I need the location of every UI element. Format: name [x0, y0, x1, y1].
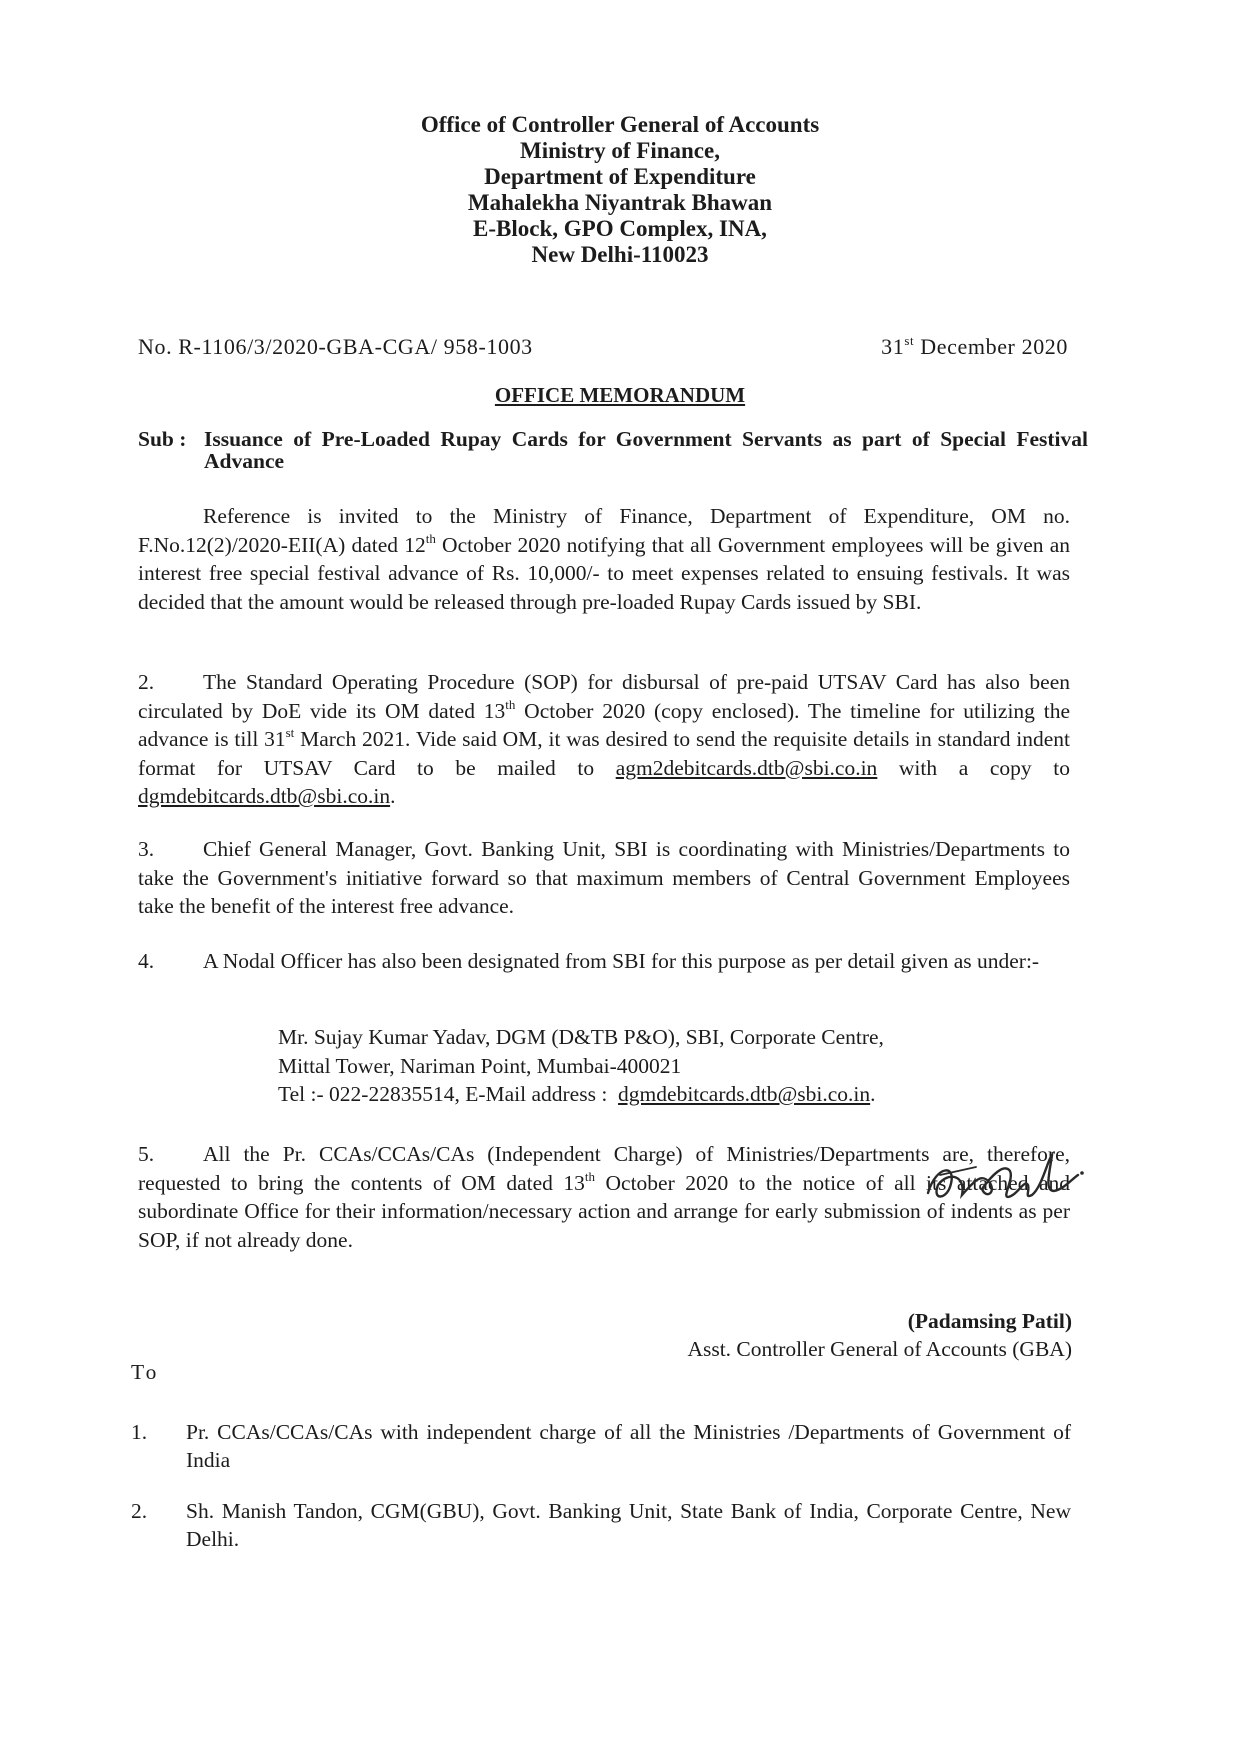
paragraph-5: 5. All the Pr. CCAs/CCAs/CAs (Independent Charge) of Ministries/Departments are, therefore, requested to bring the contents of OM dated 13th October 2020 to the notice of all its attached and subordinate Office for their information/necessary action and arrange for early submission of indents as per SOP, if not already done. — [138, 1142, 1070, 1252]
header-line-bhawan: Mahalekha Niyantrak Bhawan — [467, 190, 773, 215]
paragraph-3: 3. Chief General Manager, Govt. Banking Unit, SBI is coordinating with Ministries/Departments to take the Government's initiative forward so that maximum members of Central Government Employees take the benefit of the interest free advance. — [138, 837, 1070, 918]
reference-number: No. R-1106/3/2020-GBA-CGA/ 958-1003 — [138, 334, 533, 359]
recipient-item: 2. Sh. Manish Tandon, CGM(GBU), Govt. Banking Unit, State Bank of India, Corporate Centre, New Delhi. — [131, 1499, 1071, 1551]
nodal-officer-details — [278, 1023, 1058, 1109]
reference-line — [138, 334, 1068, 360]
memo-date: 31st December 2020 — [881, 333, 1068, 359]
office-header — [300, 112, 940, 268]
email-link-dgm[interactable]: dgmdebitcards.dtb@sbi.co.in — [138, 784, 391, 808]
memo-title: OFFICE MEMORANDUM — [494, 383, 746, 407]
email-link-agm2[interactable]: agm2debitcards.dtb@sbi.co.in — [615, 755, 878, 780]
header-line-department: Department of Expenditure — [484, 164, 756, 189]
subject-text: Issuance of Pre-Loaded Rupay Cards for Government Servants as part of Special Festival Advance — [204, 427, 1088, 473]
header-line-office: Office of Controller General of Accounts — [420, 112, 820, 137]
recipient-item: 1. Pr. CCAs/CCAs/CAs with independent charge of all the Ministries /Departments of Government of India — [131, 1420, 1071, 1472]
signatory-name: (Padamsing Patil) — [907, 1309, 1072, 1333]
signature-block — [630, 1307, 1072, 1363]
subject-label: Sub : — [138, 427, 187, 451]
paragraph-1: Reference is invited to the Ministry of Finance, Department of Expenditure, OM no. F.No.12(2)/2020-EII(A) dated 12th October 2020 notifying that all Government employees will be given an interest free special festival advance of Rs. 10,000/- to meet expenses related to ensuing festivals. It was decided that the amount would be released through pre-loaded Rupay Cards issued by SBI. — [138, 504, 1070, 614]
signatory-designation: Asst. Controller General of Accounts (GBA) — [687, 1337, 1072, 1361]
header-line-block: E-Block, GPO Complex, INA, — [473, 216, 767, 241]
handwritten-signature — [918, 1145, 1088, 1225]
subject-line — [138, 428, 1088, 472]
nodal-line-contact: Tel :- 022-22835514, E-Mail address : dgmdebitcards.dtb@sbi.co.in. — [278, 1082, 876, 1106]
nodal-line-address: Mittal Tower, Nariman Point, Mumbai-400021 — [278, 1053, 682, 1078]
paragraph-2: 2. The Standard Operating Procedure (SOP) for disbursal of pre-paid UTSAV Card has also been circulated by DoE vide its OM dated 13th October 2020 (copy enclosed). The timeline for utilizing the advance is till 31st March 2021. Vide said OM, it was desired to send the requisite details in standard indent format for UTSAV Card to be mailed to agm2debitcards.dtb@sbi.co.in with a copy to dgmdebitcards.dtb@sbi.co.in. — [138, 670, 1071, 808]
header-line-ministry: Ministry of Finance, — [520, 138, 720, 163]
nodal-email-link[interactable]: dgmdebitcards.dtb@sbi.co.in — [618, 1082, 871, 1106]
nodal-line-name: Mr. Sujay Kumar Yadav, DGM (D&TB P&O), SBI, Corporate Centre, — [278, 1025, 884, 1049]
paragraph-4: 4. A Nodal Officer has also been designated from SBI for this purpose as per detail given as under:- — [138, 949, 1040, 973]
to-label: To — [131, 1360, 160, 1384]
header-line-city: New Delhi-110023 — [531, 242, 709, 267]
